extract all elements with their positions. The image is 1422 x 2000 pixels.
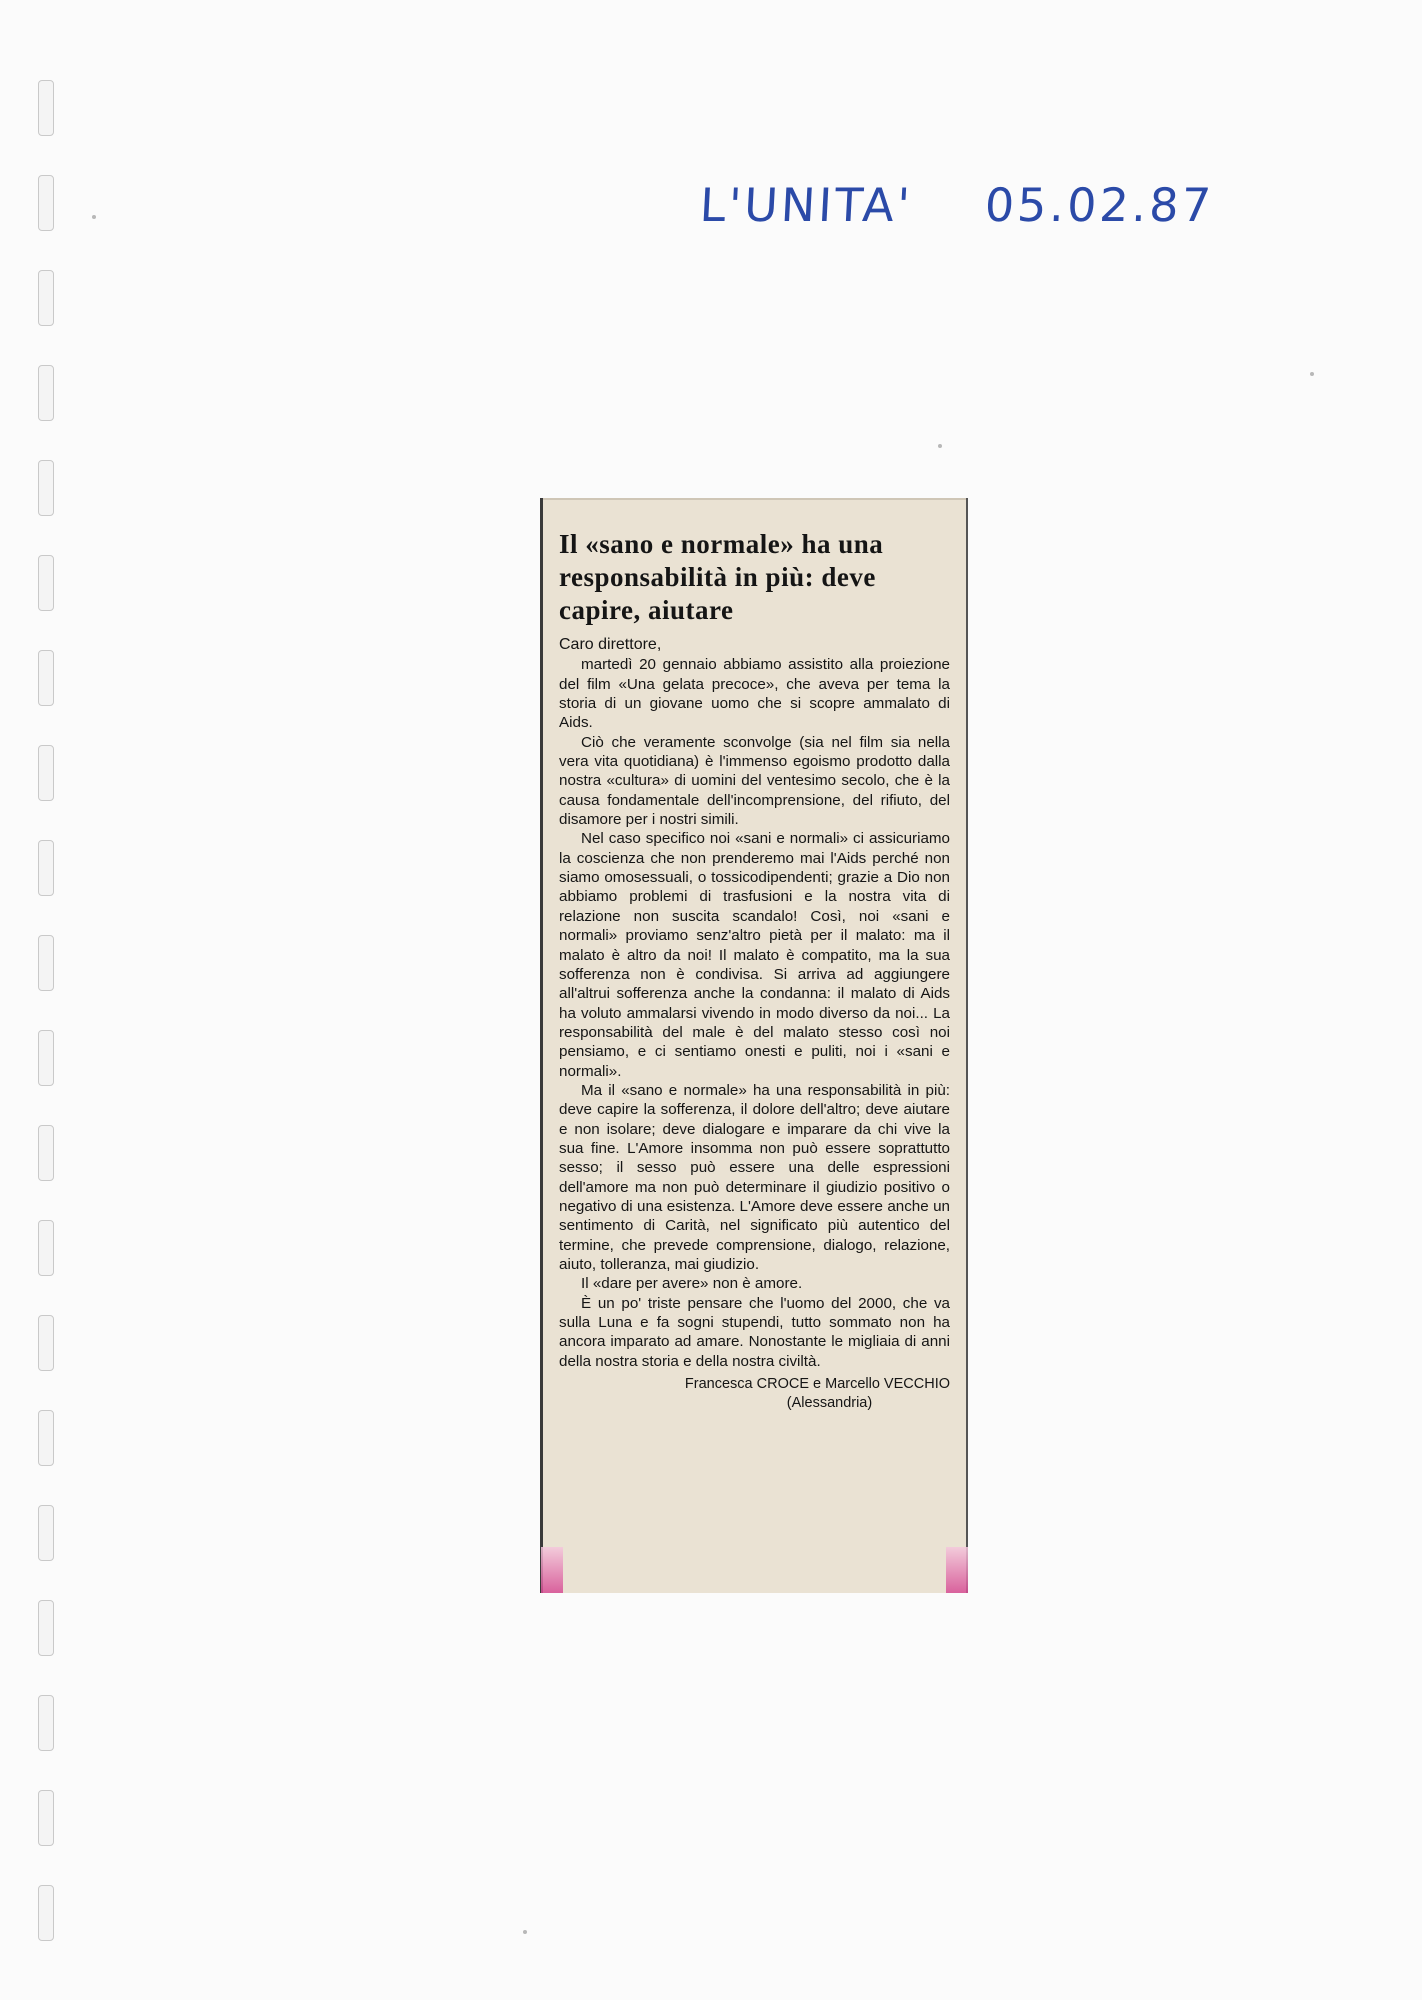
highlighter-mark	[541, 1547, 563, 1593]
newspaper-clipping	[540, 498, 968, 1593]
highlighter-mark	[946, 1547, 968, 1593]
binder-hole	[38, 1790, 54, 1846]
article-place: (Alessandria)	[786, 1395, 873, 1412]
dust-speck	[938, 444, 942, 448]
binder-holes	[38, 80, 78, 1960]
binder-hole	[38, 1885, 54, 1941]
article-salutation: Caro direttore,	[559, 636, 662, 653]
handwritten-source: L'UNITA'	[698, 178, 914, 232]
binder-hole	[38, 1505, 54, 1561]
binder-hole	[38, 365, 54, 421]
clipping-edge	[543, 498, 966, 500]
binder-hole	[38, 460, 54, 516]
binder-hole	[38, 175, 54, 231]
article-body	[559, 635, 950, 1371]
binder-hole	[38, 1030, 54, 1086]
binder-hole	[38, 840, 54, 896]
binder-hole	[38, 1695, 54, 1751]
article-paragraph: Nel caso specifico noi «sani e normali» ci assicuriamo la coscienza che non prenderemo mai l'Aids perché non siamo omosessuali, o tossicodipendenti; grazie a Dio non abbiamo problemi di trasfusioni e la nostra vita di relazione non suscita scandalo! Così, noi «sani e normali» proviamo senz'altro pietà per il malato: ma il malato è altro da noi! Il malato è compatito, ma la sua sofferenza non è condivisa. Si arriva ad aggiungere all'altrui sofferenza anche la condanna: il malato di Aids ha voluto ammalarsi vivendo in modo diverso da noi... La responsabilità del male è del malato stesso così noi pensiamo, e ci sentiamo onesti e puliti, noi i «sani e normali».	[559, 830, 950, 1080]
binder-hole	[38, 555, 54, 611]
article-paragraph: martedì 20 gennaio abbiamo assistito alla proiezione del film «Una gelata precoce», che aveva per tema la storia di un giovane uomo che si scopre ammalato di Aids.	[559, 656, 950, 732]
binder-hole	[38, 650, 54, 706]
dust-speck	[92, 215, 96, 219]
article-paragraph: Ma il «sano e normale» ha una responsabilità in più: deve capire la sofferenza, il dolore dell'altro; deve aiutare e non isolare; deve dialogare e imparare da chi vive la sua fine. L'Amore insomma non può essere soprattutto sesso; il sesso può essere una delle espressioni dell'amore ma non può determinare il giudizio positivo o negativo di una esistenza. L'Amore deve essere anche un sentimento di Carità, nel significato più autentico del termine, che prevede comprensione, dialogo, relazione, aiuto, tolleranza, mai giudizio.	[559, 1081, 950, 1273]
binder-hole	[38, 1315, 54, 1371]
binder-hole	[38, 270, 54, 326]
article-paragraph: Il «dare per avere» non è amore.	[581, 1275, 803, 1293]
handwritten-date: 05.02.87	[983, 178, 1216, 232]
binder-hole	[38, 1220, 54, 1276]
dust-speck	[523, 1930, 527, 1934]
binder-hole	[38, 1410, 54, 1466]
article-paragraph: È un po' triste pensare che l'uomo del 2000, che va sulla Luna e fa sogni stupendi, tutto sommato non ha ancora imparato ad amare. Nonostante le migliaia di anni della nostra storia e della nostra civiltà.	[559, 1294, 950, 1370]
binder-hole	[38, 745, 54, 801]
article-headline: Il «sano e normale» ha una responsabilità in più: deve capire, aiutare	[559, 529, 884, 625]
binder-hole	[38, 1600, 54, 1656]
binder-hole	[38, 80, 54, 136]
article-signature: Francesca CROCE e Marcello VECCHIO	[684, 1376, 950, 1393]
dust-speck	[1310, 372, 1314, 376]
binder-hole	[38, 1125, 54, 1181]
article-paragraph: Ciò che veramente sconvolge (sia nel film sia nella vera vita quotidiana) è l'immenso egoismo prodotto dalla nostra «cultura» di uomini del ventesimo secolo, che è la causa fondamentale dell'incomprensione, del rifiuto, del disamore per i nostri simili.	[559, 733, 950, 829]
binder-hole	[38, 935, 54, 991]
